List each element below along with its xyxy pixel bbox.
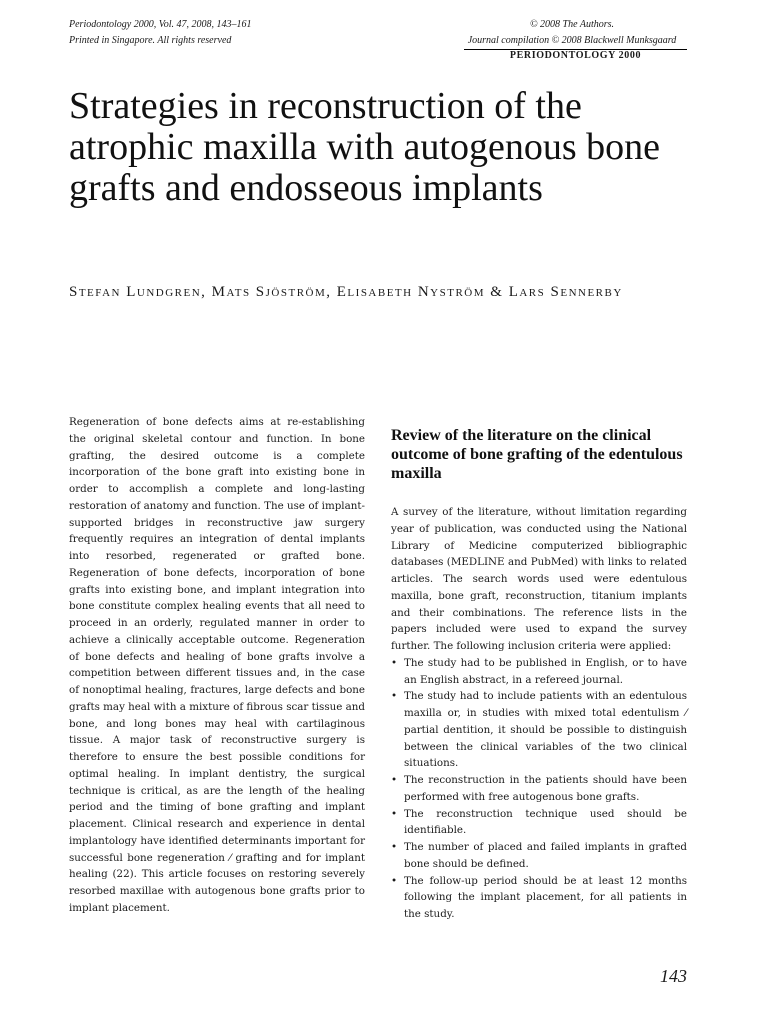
copyright-line: © 2008 The Authors. — [529, 19, 615, 30]
list-item — [391, 873, 687, 923]
bullet-icon: • — [391, 690, 398, 703]
list-item-text: The study had to include patients with an edentulous maxilla or, in studies with mixed total edentulism ⁄ partial dentition, it should be possible to distinguish between the clinical variables of the two clinical situations. — [404, 690, 687, 770]
list-item — [391, 655, 687, 689]
section-heading: Review of the literature on the clinical outcome of bone grafting of the edentulous maxilla — [391, 427, 683, 482]
journal-compilation-line: Journal compilation © 2008 Blackwell Munksgaard — [467, 35, 677, 46]
journal-citation: Periodontology 2000, Vol. 47, 2008, 143–161 — [69, 19, 252, 30]
list-item-text: The reconstruction in the patients should have been performed with free autogenous bone grafts. — [404, 774, 687, 803]
bullet-icon: • — [391, 841, 398, 853]
list-item-text: The study had to be published in English, or to have an English abstract, in a refereed journal. — [404, 656, 687, 686]
list-item — [391, 839, 687, 873]
list-item — [391, 772, 687, 806]
list-item — [391, 806, 687, 840]
journal-name: PERIODONTOLOGY 2000 — [509, 50, 642, 61]
right-column — [391, 426, 687, 923]
bullet-icon: • — [391, 874, 398, 887]
print-notice: Printed in Singapore. All rights reserved — [69, 35, 232, 46]
list-item — [391, 688, 687, 772]
inclusion-criteria-list — [391, 655, 687, 923]
intro-paragraph: Regeneration of bone defects aims at re-establishing the original skeletal contour and function. In bone grafting, the desired outcome is a complete incorporation of the bone graft into existing bone in order to accomplish a complete and long-lasting restoration of anatomy and function. The use of implant-supported bridges in reconstructive jaw surgery frequently requires an integration of dental implants into resorbed, regenerated or grafted bone. Regeneration of bone defects, incorporation of bone grafts into existing bone, and implant integration into bone constitute complex healing events that all need to proceed in an orderly, regulated manner in order to achieve a clinically acceptable outcome. Regeneration of bone defects and healing of bone grafts involve a competition between different tissues and, in the case of nonoptimal healing, fractures, large defects and bone grafts may heal with a mixture of fibrous scar tissue and bone, and long bones may heal with cartilaginous tissue. A major task of reconstructive surgery is therefore to ensure the best possible conditions for optimal healing. In implant dentistry, the surgical technique is critical, as are the length of the healing period and the timing of bone grafting and implant placement. Clinical research and experience in dental implantology have identified determinants important for successful bone regeneration ⁄ grafting and for implant healing (22). This article focuses on restoring severely resorbed maxillae with autogenous bone grafts prior to implant placement. — [69, 416, 365, 914]
list-item-text: The follow-up period should be at least 12 months following the implant placement, for all patients in the study. — [404, 874, 687, 920]
left-column — [69, 414, 365, 917]
author-list: Stefan Lundgren, Mats Sjöström, Elisabeth Nyström & Lars Sennerby — [69, 284, 623, 300]
list-item-text: The number of placed and failed implants in grafted bone should be defined. — [404, 841, 687, 870]
running-header-left — [69, 17, 252, 49]
review-paragraph: A survey of the literature, without limitation regarding year of publication, was conducted using the National Library of Medicine computerized bibliographic databases (MEDLINE and PubMed) with links to related articles. The search words used were edentulous maxilla, bone graft, reconstruction, titanium implants and their combinations. The reference lists in the papers included were used to expand the survey further. The following inclusion criteria were applied: — [391, 506, 687, 652]
article-title: Strategies in reconstruction of the atrophic maxilla with autogenous bone grafts and endosseous implants — [69, 85, 660, 209]
list-item-text: The reconstruction technique used should be identifiable. — [404, 807, 687, 837]
running-header-right — [457, 17, 687, 49]
bullet-icon: • — [391, 656, 398, 669]
page-number: 143 — [660, 966, 687, 986]
bullet-icon: • — [391, 774, 398, 786]
bullet-icon: • — [391, 807, 398, 820]
